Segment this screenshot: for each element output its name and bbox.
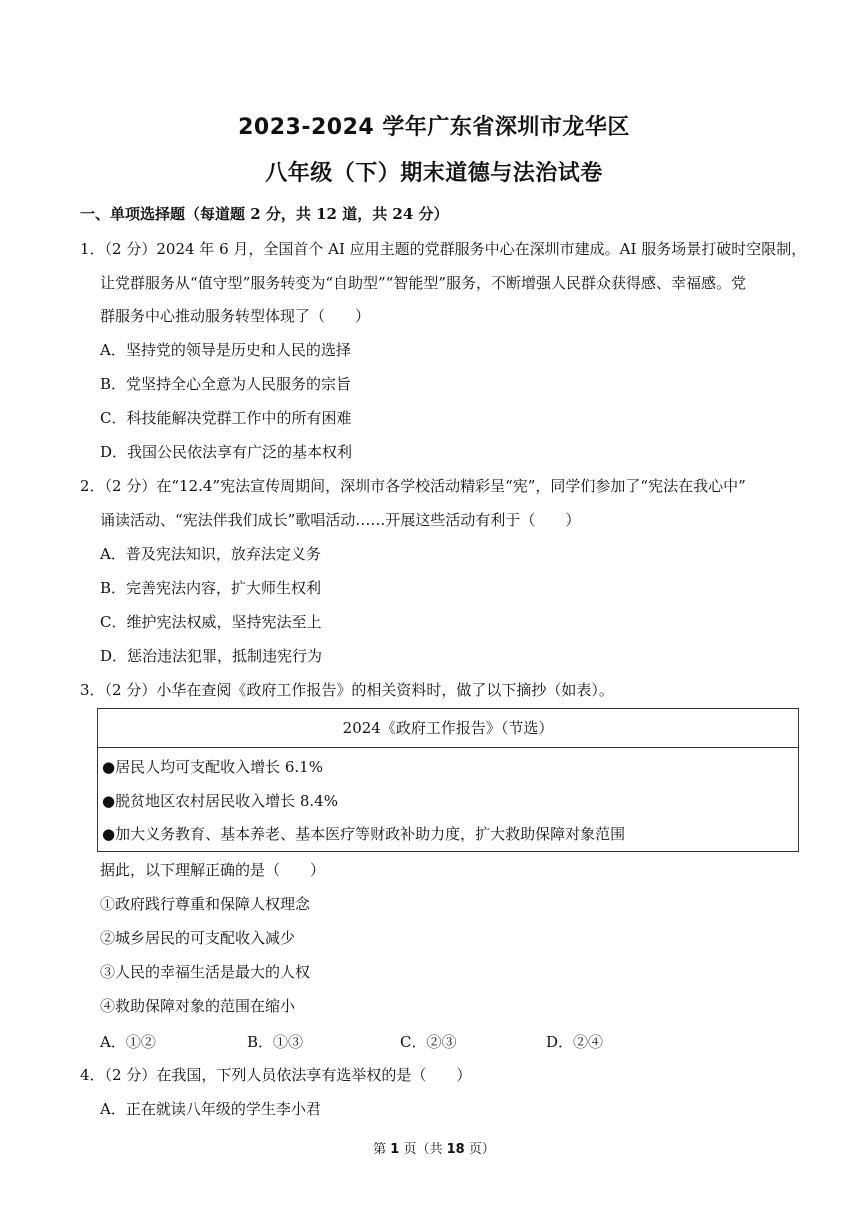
q3-text-line1: 3．（2 分）小华在查阅《政府工作报告》的相关资料时，做了以下摘抄（如表）。 — [80, 681, 614, 699]
q1-option-c: C．科技能解决党群工作中的所有困难 — [100, 409, 352, 427]
report-table-row: ●脱贫地区农村居民收入增长 8.4% — [102, 792, 338, 810]
q1-option-d: D．我国公民依法享有广泛的基本权利 — [100, 443, 353, 461]
q2-option-d: D．惩治违法犯罪，抵制违宪行为 — [100, 647, 323, 665]
q2-option-a: A．普及宪法知识，放弃法定义务 — [100, 545, 321, 563]
footer-mid: 页（共 — [399, 1142, 447, 1157]
q1-text-line3: 群服务中心推动服务转型体现了（ ） — [100, 307, 371, 325]
report-excerpt-table — [97, 708, 799, 852]
q3-stem: 据此，以下理解正确的是（ ） — [100, 861, 326, 879]
exam-title-line2: 八年级（下）期末道德与法治试卷 — [265, 161, 603, 186]
footer-prefix: 第 — [373, 1142, 391, 1157]
q3-statement-2: ②城乡居民的可支配收入减少 — [100, 929, 296, 947]
q3-choice-a: A．①② — [100, 1033, 156, 1051]
q3-statement-4: ④救助保障对象的范围在缩小 — [100, 997, 296, 1015]
report-table-title: 2024《政府工作报告》（节选） — [98, 709, 798, 748]
q2-option-b: B．完善宪法内容，扩大师生权利 — [100, 579, 322, 597]
q3-choice-c: C．②③ — [400, 1033, 457, 1051]
report-table-row: ●居民人均可支配收入增长 6.1% — [102, 758, 323, 776]
q3-statement-3: ③人民的幸福生活是最大的人权 — [100, 963, 311, 981]
q2-text-line2: 诵读活动、“宪法伴我们成长”歌唱活动……开展这些活动有利于（ ） — [100, 511, 581, 529]
q1-text-line1: 1．（2 分）2024 年 6 月，全国首个 AI 应用主题的党群服务中心在深圳市建成。AI 服务场景打破时空限制， — [80, 240, 807, 258]
q1-option-b: B．党坚持全心全意为人民服务的宗旨 — [100, 375, 352, 393]
q4-text-line1: 4．（2 分）在我国，下列人员依法享有选举权的是（ ） — [80, 1066, 472, 1084]
q3-statement-1: ①政府践行尊重和保障人权理念 — [100, 895, 311, 913]
q4-option-a: A．正在就读八年级的学生李小君 — [100, 1100, 321, 1118]
q3-choice-b: B．①③ — [247, 1033, 304, 1051]
report-table-row: ●加大义务教育、基本养老、基本医疗等财政补助力度，扩大救助保障对象范围 — [102, 825, 626, 843]
page-footer — [0, 1138, 868, 1157]
q2-option-c: C．维护宪法权威，坚持宪法至上 — [100, 613, 322, 631]
q3-choice-d: D．②④ — [546, 1033, 604, 1051]
footer-total-pages: 18 — [446, 1142, 465, 1157]
q1-option-a: A．坚持党的领导是历史和人民的选择 — [100, 341, 351, 359]
footer-suffix: 页） — [464, 1142, 495, 1157]
q2-text-line1: 2．（2 分）在“12.4”宪法宣传周期间，深圳市各学校活动精彩呈“宪”，同学们参加了“宪法在我心中” — [80, 477, 746, 495]
section-heading: 一、单项选择题（每道题 2 分，共 12 道，共 24 分） — [80, 205, 449, 223]
q1-text-line2: 让党群服务从“值守型”服务转变为“自助型”“智能型”服务，不断增强人民群众获得感、幸福感。党 — [100, 274, 747, 292]
footer-page-number: 1 — [390, 1142, 400, 1157]
exam-title-line1: 2023-2024 学年广东省深圳市龙华区 — [238, 115, 630, 140]
